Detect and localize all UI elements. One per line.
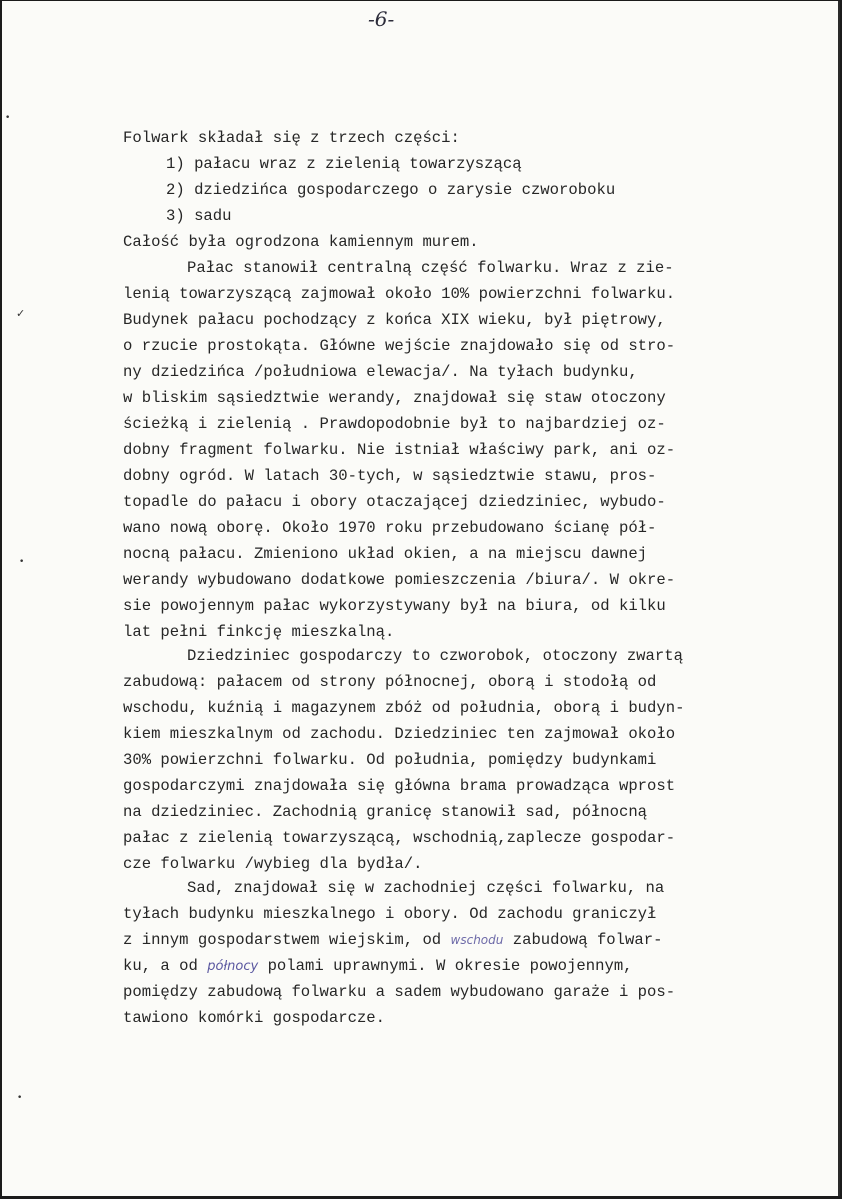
line-text: z innym gospodarstwem wiejskim, od	[123, 931, 451, 949]
line-text: zabudową folwar-	[503, 931, 663, 949]
list-item: 3) sadu	[166, 207, 232, 225]
paragraph-line: pomiędzy zabudową folwarku a sadem wybudowano garaże i pos-	[123, 983, 676, 1001]
paragraph-line: ścieżką i zielenią . Prawdopodobnie był to najbardziej oz-	[123, 415, 666, 433]
page-number: -6-	[368, 7, 395, 31]
paragraph-line: kiem mieszkalnym od zachodu. Dziedziniec ten zajmował około	[123, 725, 676, 743]
body-text	[2, 1, 685, 1027]
paragraph-line: pałac z zielenią towarzyszącą, wschodnią,zaplecze gospodar-	[123, 829, 676, 847]
paragraph-line: 30% powierzchni folwarku. Od południa, pomiędzy budynkami	[123, 751, 657, 769]
paragraph-line: lat pełni finkcję mieszkalną.	[123, 623, 395, 641]
paragraph-line: tyłach budynku mieszkalnego i obory. Od zachodu graniczył	[123, 905, 657, 923]
paragraph-line: nocną pałacu. Zmieniono układ okien, a na miejscu dawnej	[123, 545, 648, 563]
handwritten-insertion: północy	[207, 959, 259, 974]
paragraph-line	[123, 957, 633, 975]
paragraph-line: lenią towarzyszącą zajmował około 10% powierzchni folwarku.	[123, 285, 676, 303]
paragraph-line: werandy wybudowano dodatkowe pomieszczenia /biura/. W okre-	[123, 571, 676, 589]
paragraph-line: wschodu, kuźnią i magazynem zbóż od południa, oborą i budyn-	[123, 699, 685, 717]
paragraph-line: cze folwarku /wybieg dla bydła/.	[123, 855, 423, 873]
paragraph-line: o rzucie prostokąta. Główne wejście znajdowało się od stro-	[123, 337, 676, 355]
paragraph-line: Pałac stanowił centralną część folwarku. Wraz z zie-	[187, 259, 674, 277]
paragraph-line: Dziedziniec gospodarczy to czworobok, otoczony zwartą	[187, 647, 683, 665]
paragraph-line: dobny ogród. W latach 30-tych, w sąsiedztwie stawu, pros-	[123, 467, 657, 485]
paragraph-line: wano nową oborę. Około 1970 roku przebudowano ścianę pół-	[123, 519, 657, 537]
paragraph-line: dobny fragment folwarku. Nie istniał właściwy park, ani oz-	[123, 441, 676, 459]
paragraph-line	[123, 931, 662, 949]
paragraph-line: Całość była ogrodzona kamiennym murem.	[123, 233, 479, 251]
margin-dot: •	[5, 113, 11, 123]
list-item: 2) dziedzińca gospodarczego o zarysie czworoboku	[166, 181, 616, 199]
paragraph-line: w bliskim sąsiedztwie werandy, znajdował się staw otoczony	[123, 389, 666, 407]
handwritten-insertion: wschodu	[450, 933, 504, 947]
paragraph-line: ny dziedzińca /południowa elewacja/. Na tyłach budynku,	[123, 363, 638, 381]
list-item: 1) pałacu wraz z zielenią towarzyszącą	[166, 155, 522, 173]
paragraph-line: Sad, znajdował się w zachodniej części folwarku, na	[187, 879, 665, 897]
paragraph-line: Budynek pałacu pochodzący z końca XIX wieku, był piętrowy,	[123, 311, 666, 329]
paragraph-line: topadle do pałacu i obory otaczającej dziedziniec, wybudo-	[123, 493, 666, 511]
paragraph-line: sie powojennym pałac wykorzystywany był na biura, od kilku	[123, 597, 666, 615]
document-page	[2, 1, 840, 1196]
margin-tick: ✓	[16, 307, 26, 320]
margin-dot: •	[19, 557, 25, 567]
line-text: ku, a od	[123, 957, 208, 975]
paragraph-line: zabudową: pałacem od strony północnej, oborą i stodołą od	[123, 673, 657, 691]
paragraph-line: na dziedziniec. Zachodnią granicę stanowił sad, północną	[123, 803, 648, 821]
margin-dot: •	[17, 1093, 23, 1103]
paragraph-line: gospodarczymi znajdowała się główna brama prowadząca wprost	[123, 777, 676, 795]
line-text: polami uprawnymi. W okresie powojennym,	[258, 957, 633, 975]
heading-line: Folwark składał się z trzech części:	[123, 129, 460, 147]
paragraph-line: tawiono komórki gospodarcze.	[123, 1009, 386, 1027]
